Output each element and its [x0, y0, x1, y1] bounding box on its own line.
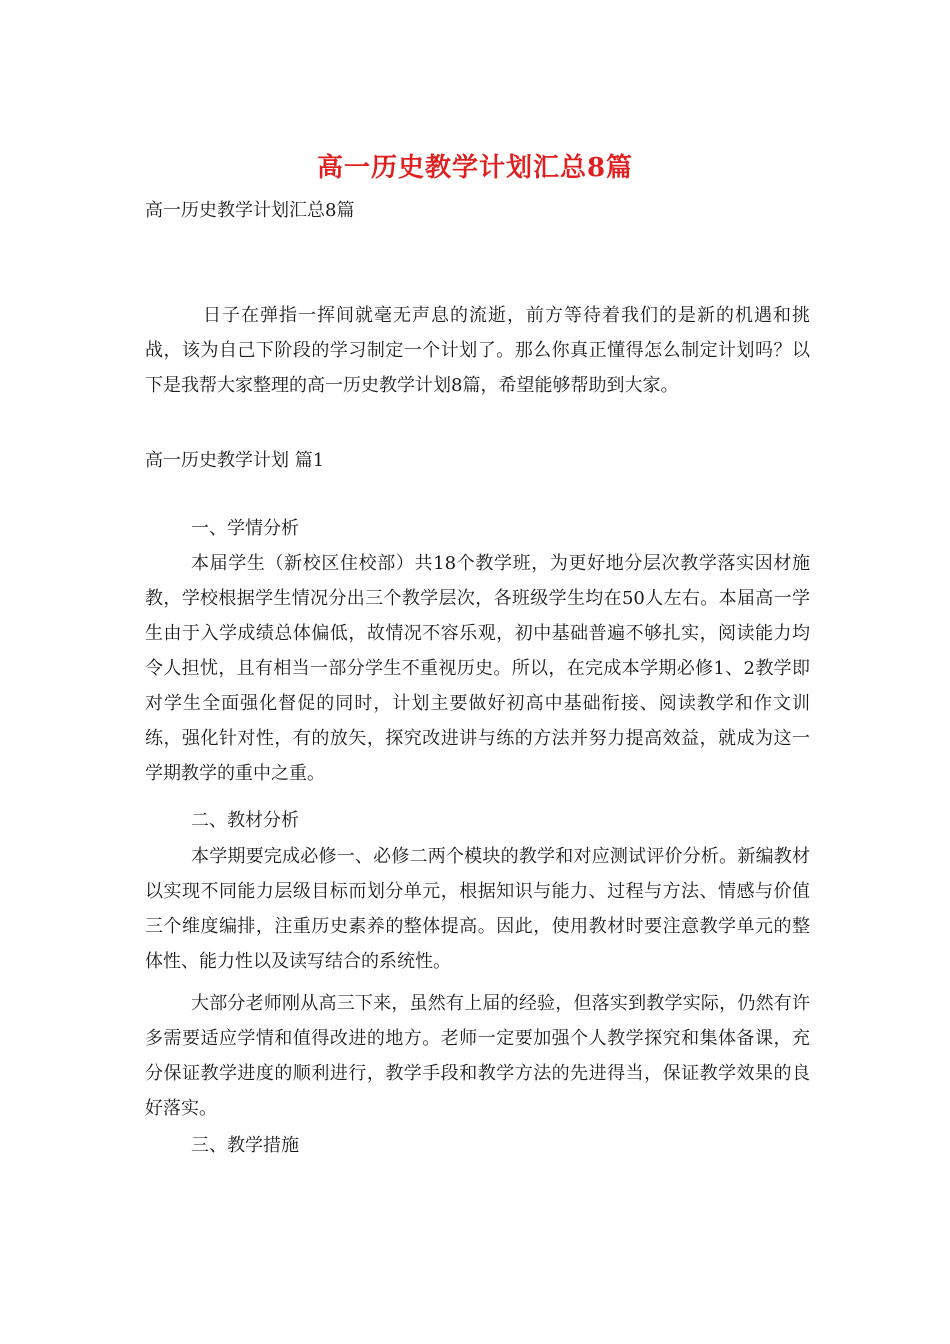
section-heading-2: 二、教材分析 — [191, 810, 299, 831]
document-subtitle: 高一历史教学计划汇总8篇 — [145, 200, 355, 221]
document-title: 高一历史教学计划汇总8篇 — [316, 153, 634, 183]
section-heading-3: 三、教学措施 — [191, 1135, 299, 1156]
section-title: 高一历史教学计划 篇1 — [145, 450, 325, 471]
section-2-paragraph-1: 本学期要完成必修一、必修二两个模块的教学和对应测试评价分析。新编教材以实现不同能力层级目标而划分单元，根据知识与能力、过程与方法、情感与价值三个维度编排，注重历史素养的整体提高。因此，使用教材时要注意教学单元的整体性、能力性以及读写结合的系统性。 — [145, 846, 810, 972]
section-2-paragraph-2: 大部分老师刚从高三下来，虽然有上届的经验，但落实到教学实际，仍然有许多需要适应学情和值得改进的地方。老师一定要加强个人教学探究和集体备课，充分保证教学进度的顺利进行，教学手段和教学方法的先进得当，保证教学效果的良好落实。 — [145, 993, 810, 1119]
section-1-paragraph-1: 本届学生（新校区住校部）共18个教学班，为更好地分层次教学落实因材施教，学校根据学生情况分出三个教学层次，各班级学生均在50人左右。本届高一学生由于入学成绩总体偏低，故情况不容乐观，初中基础普遍不够扎实，阅读能力均令人担忧，且有相当一部分学生不重视历史。所以，在完成本学期必修1、2教学即对学生全面强化督促的同时，计划主要做好初高中基础衔接、阅读教学和作文训练，强化针对性，有的放矢，探究改进讲与练的方法并努力提高效益，就成为这一学期教学的重中之重。 — [145, 553, 810, 784]
intro-paragraph: 日子在弹指一挥间就毫无声息的流逝，前方等待着我们的是新的机遇和挑战，该为自己下阶段的学习制定一个计划了。那么你真正懂得怎么制定计划吗？以下是我帮大家整理的高一历史教学计划8篇，希望能够帮助到大家。 — [145, 305, 810, 396]
section-heading-1: 一、学情分析 — [191, 518, 299, 539]
